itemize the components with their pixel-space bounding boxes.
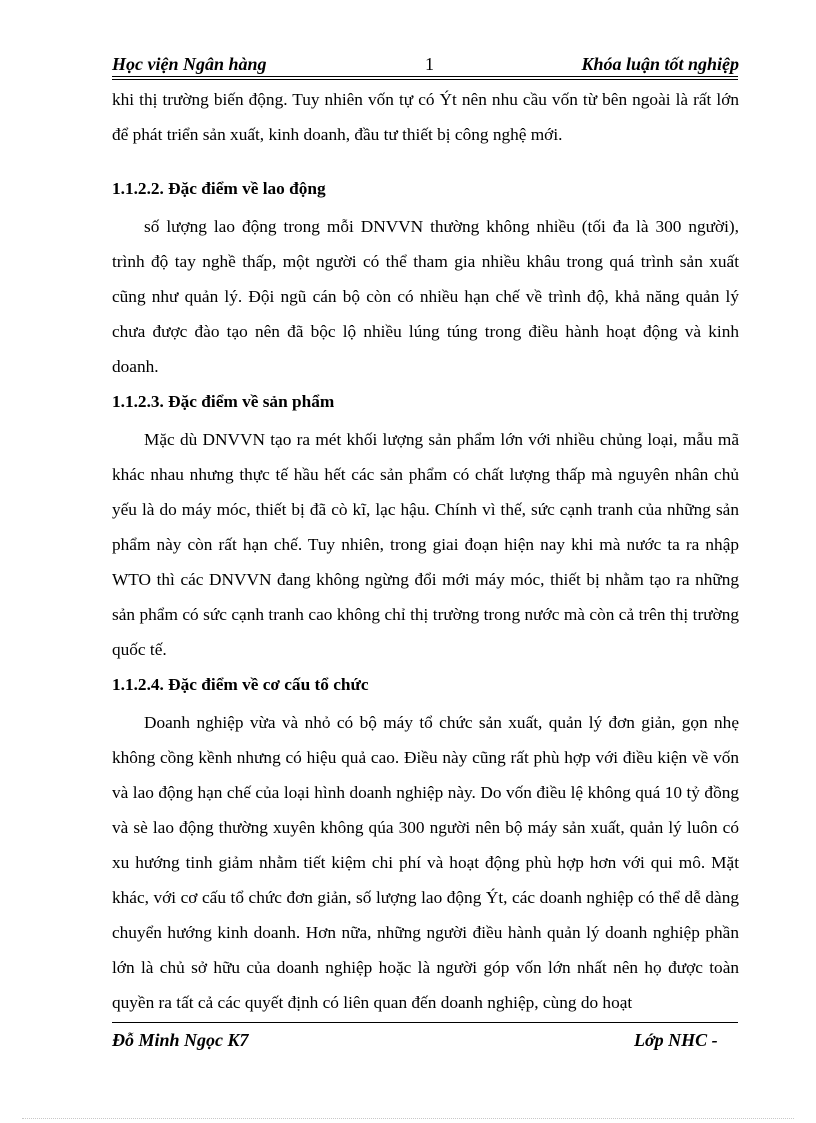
heading-product: 1.1.2.3. Đặc điểm về sản phẩm (112, 392, 335, 411)
header-institution: Học viện Ngân hàng (112, 54, 267, 74)
body-text (112, 82, 739, 1020)
intro-paragraph: khi thị trường biến động. Tuy nhiên vốn tự có Ýt nên nhu cầu vốn từ bên ngoài là rất lớn để phát triển sản xuất, kinh doanh, đầu tư thiết bị công nghệ mới. (112, 90, 739, 144)
header-document-type: Khóa luận tốt nghiệp (581, 54, 739, 74)
footer-rule (112, 1022, 738, 1023)
heading-labor: 1.1.2.2. Đặc điểm về lao động (112, 179, 326, 198)
paragraph-structure: Doanh nghiệp vừa và nhỏ có bộ máy tổ chức sản xuất, quản lý đơn giản, gọn nhẹ không cồng kềnh nhưng có hiệu quả cao. Điều này cũng rất phù hợp với điều kiện về vốn và lao động hạn chế của loại hình doanh nghiệp này. Do vốn điều lệ không quá 10 tỷ đồng và sè lao động thường xuyên không qúa 300 người nên bộ máy sản xuất, quản lý luôn có xu hướng tinh giảm nhằm tiết kiệm chi phí và hoạt động phù hợp hơn với qui mô. Mặt khác, với cơ cấu tổ chức đơn giản, số lượng lao động Ýt, các doanh nghiệp có thể dễ dàng chuyển hướng kinh doanh. Hơn nữa, những người điều hành quản lý doanh nghiệp phần lớn là chủ sở hữu của doanh nghiệp hoặc là người góp vốn lớn nhất nên họ được toàn quyền ra tất cả các quyết định có liên quan đến doanh nghiệp, cùng do hoạt (112, 713, 739, 1012)
paragraph-product: Mặc dù DNVVN tạo ra mét khối lượng sản phẩm lớn với nhiều chủng loại, mẫu mã khác nhau nhưng thực tế hầu hết các sản phẩm có chất lượng thấp mà nguyên nhân chủ yếu là do máy móc, thiết bị đã cò kĩ, lạc hậu. Chính vì thế, sức cạnh tranh của những sản phẩm này còn rất hạn chế. Tuy nhiên, trong giai đoạn hiện nay khi mà nước ta ra nhập WTO thì các DNVVN đang không ngừng đổi mới máy móc, thiết bị nhằm tạo ra những sản phẩm có sức cạnh tranh cao không chỉ thị trường trong nước mà còn cả trên thị trường quốc tế. (112, 430, 739, 659)
header-rule-thin (112, 79, 738, 80)
header-page-number: 1 (425, 54, 434, 74)
footer-author: Đỗ Minh Ngọc K7 (112, 1030, 249, 1050)
paragraph-labor: số lượng lao động trong mỗi DNVVN thường không nhiều (tối đa là 300 người), trình độ tay nghề thấp, một người có thể tham gia nhiều khâu trong quá trình sản xuất cũng như quản lý. Đội ngũ cán bộ còn có nhiều hạn chế về trình độ, khả năng quản lý chưa được đào tạo nên đã bộc lộ nhiều lúng túng trong điều hành hoạt động và kinh doanh. (112, 217, 739, 376)
heading-structure: 1.1.2.4. Đặc điểm về cơ cấu tổ chức (112, 675, 369, 694)
header-rule (112, 76, 738, 77)
footer-class: Lớp NHC - (634, 1030, 718, 1050)
page-edge (22, 1118, 794, 1119)
